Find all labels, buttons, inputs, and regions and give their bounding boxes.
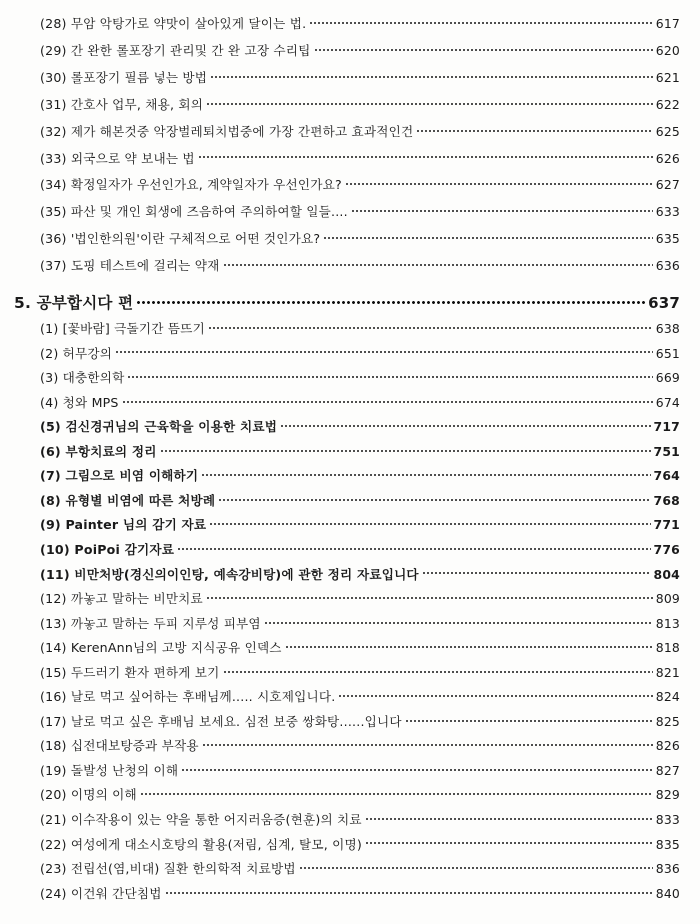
toc-entry	[40, 201, 680, 220]
toc-entry	[40, 465, 680, 484]
toc-entry-page: 638	[655, 321, 680, 336]
dot-leader	[165, 886, 653, 899]
toc-entry-title: (33) 외국으로 약 보내는 법	[40, 150, 195, 166]
dot-leader	[181, 763, 653, 776]
toc-entry-page: 622	[655, 96, 680, 112]
toc-entry	[40, 40, 680, 59]
dot-leader	[127, 370, 652, 383]
toc-entry-title: (4) 청와 MPS	[40, 394, 119, 410]
toc-entry-page: 836	[655, 861, 680, 877]
toc-entry-title: (18) 십전대보탕증과 부작용	[40, 738, 199, 754]
toc-entry-page: 768	[653, 492, 680, 508]
toc-entry	[40, 735, 680, 754]
toc-entry-title: (36) '법인한의원'이란 구체적으로 어떤 것인가요?	[40, 231, 321, 247]
toc-entry-page: 813	[655, 615, 680, 631]
toc-entry-page: 620	[655, 42, 680, 58]
toc-entry-title: (23) 전립선(염,비대) 질환 한의학적 치료방법	[40, 861, 296, 877]
toc-entry	[40, 760, 680, 779]
dot-leader	[345, 178, 653, 191]
toc-entry-page: 669	[655, 370, 680, 386]
toc-entry	[40, 834, 680, 853]
toc-entry-page: 636	[655, 258, 680, 274]
toc-entry	[40, 441, 680, 460]
toc-entry-title: (35) 파산 및 개인 회생에 즈음하여 주의하여할 일들....	[40, 204, 348, 220]
dot-leader	[210, 70, 653, 83]
toc-entry	[40, 539, 680, 558]
dot-leader	[338, 689, 652, 702]
toc-entry	[40, 255, 680, 274]
toc-entry-title: (2) 허무강의	[40, 345, 113, 361]
toc-entry	[40, 514, 680, 533]
toc-entry-title: (34) 확정일자가 우선인가요, 계약일자가 우선인가요?	[40, 177, 342, 193]
toc-entry-title: (28) 무암 악탕가로 약맛이 살아있게 달이는 법.	[40, 16, 307, 31]
toc-entry-page: 633	[655, 204, 680, 220]
toc-entry	[40, 637, 680, 656]
toc-entry-title: 5. 공부합시다 편	[14, 294, 134, 312]
dot-leader	[136, 294, 645, 310]
toc-entry-page: 829	[655, 787, 680, 803]
toc-entry-page: 637	[648, 294, 680, 312]
dot-leader	[177, 542, 650, 555]
toc-entry-title: (8) 유형별 비염에 따른 처방례	[40, 492, 216, 508]
toc-entry	[40, 858, 680, 877]
toc-entry	[40, 588, 680, 607]
toc-entry-page: 627	[655, 177, 680, 193]
dot-leader	[208, 321, 653, 334]
toc-entry	[40, 809, 680, 828]
toc-entry	[40, 564, 680, 583]
toc-entry-page: 833	[655, 812, 680, 827]
toc-entry-title: (20) 이명의 이해	[40, 787, 137, 803]
toc-entry-title: (29) 간 완한 롤포장기 관리및 간 완 고장 수리팁	[40, 42, 311, 58]
dot-leader	[314, 43, 653, 56]
dot-leader	[122, 395, 653, 408]
toc-entry-title: (5) 검신경귀님의 근육학을 이용한 치료법	[40, 419, 278, 435]
toc-entry	[40, 367, 680, 386]
toc-entry-title: (13) 까놓고 말하는 두피 지루성 피부염	[40, 615, 261, 631]
toc-entry	[40, 392, 680, 411]
toc-entry-title: (12) 까놓고 말하는 비만치료	[40, 591, 203, 607]
dot-leader	[422, 567, 651, 580]
toc-entry	[40, 613, 680, 632]
toc-entry	[40, 416, 680, 435]
dot-leader	[140, 788, 653, 801]
dot-leader	[280, 419, 650, 432]
toc-entry-title: (7) 그림으로 비염 이해하기	[40, 468, 199, 484]
toc-entry-title: (15) 두드러기 환자 편하게 보기	[40, 664, 220, 680]
toc-entry-title: (19) 돌발성 난청의 이해	[40, 762, 179, 778]
toc-entry-page: 825	[655, 713, 680, 729]
dot-leader	[209, 518, 650, 531]
dot-leader	[416, 124, 652, 137]
toc-entry	[40, 711, 680, 730]
dot-leader	[323, 231, 652, 244]
toc-entry	[40, 883, 680, 902]
dot-leader	[285, 640, 653, 653]
toc-entry-page: 635	[655, 231, 680, 247]
dot-leader	[309, 16, 652, 29]
toc-entry	[40, 148, 680, 167]
toc-entry	[40, 318, 680, 337]
toc-entry-title: (24) 이건워 간단침법	[40, 885, 162, 901]
toc-entry-title: (17) 날로 먹고 싶은 후배님 보세요. 심전 보중 쌍화탕......입니다	[40, 713, 402, 729]
toc-entry-page: 824	[655, 689, 680, 705]
dot-leader	[201, 469, 650, 482]
toc-entry	[40, 490, 680, 509]
toc-entry-page: 651	[655, 345, 680, 361]
toc-entry-title: (3) 대충한의학	[40, 370, 125, 386]
toc-entry-page: 674	[655, 394, 680, 410]
toc-entry-page: 821	[655, 664, 680, 680]
toc-entry-title: (32) 제가 해본것중 악장벌레퇴치법중에 가장 간편하고 효과적인건	[40, 123, 414, 139]
toc-entry-title: (37) 도핑 테스트에 걸리는 약재	[40, 258, 220, 274]
toc-entry-page: 617	[655, 16, 680, 31]
dot-leader	[115, 346, 653, 359]
toc-entry-page: 826	[655, 738, 680, 754]
dot-leader	[202, 739, 653, 752]
section-heading	[14, 291, 680, 313]
toc-entry-page: 835	[655, 836, 680, 852]
toc-entry	[40, 67, 680, 86]
toc-entry-page: 809	[655, 591, 680, 607]
toc-entry	[40, 784, 680, 803]
toc-entry-title: (16) 날로 먹고 싶어하는 후배님께..... 시호제입니다.	[40, 689, 336, 705]
toc-entry-title: (21) 이수작용이 있는 약을 통한 어지러움증(현훈)의 치료	[40, 812, 362, 827]
toc-entry-title: (1) [꽃바람] 극돌기간 뜸뜨기	[40, 321, 205, 336]
dot-leader	[264, 616, 653, 629]
toc-entry-page: 751	[653, 443, 680, 459]
dot-leader	[218, 493, 650, 506]
toc-entry-page: 818	[655, 640, 680, 656]
toc-entry	[40, 94, 680, 113]
dot-leader	[206, 591, 653, 604]
toc-entry-page: 771	[653, 517, 680, 533]
toc-entry-page: 764	[653, 468, 680, 484]
toc-entry-page: 621	[655, 69, 680, 85]
toc-entry	[40, 121, 680, 140]
toc-entry-title: (6) 부항치료의 정리	[40, 443, 157, 459]
toc-entry	[40, 228, 680, 247]
toc-entry	[40, 686, 680, 705]
toc-entry-page: 626	[655, 150, 680, 166]
toc-entry-page: 840	[655, 885, 680, 901]
toc-entry-title: (14) KerenAnn님의 고방 지식공유 인덱스	[40, 640, 282, 656]
toc-entry-page: 827	[655, 762, 680, 778]
dot-leader	[365, 837, 653, 850]
toc-entry	[40, 174, 680, 193]
dot-leader	[223, 258, 653, 271]
toc-entry-title: (9) Painter 님의 감기 자료	[40, 517, 207, 533]
dot-leader	[405, 714, 653, 727]
toc-entry	[40, 662, 680, 681]
dot-leader	[351, 205, 653, 218]
toc-entry-page: 717	[653, 419, 680, 435]
toc-entry	[40, 13, 680, 32]
toc-entry	[40, 343, 680, 362]
toc-entry-title: (22) 여성에게 대소시호탕의 활용(저림, 심계, 탈모, 이명)	[40, 836, 363, 852]
dot-leader	[223, 665, 653, 678]
toc-entry-title: (31) 간호사 업무, 채용, 회의	[40, 96, 204, 112]
toc-entry-page: 625	[655, 123, 680, 139]
dot-leader	[206, 97, 653, 110]
dot-leader	[160, 444, 651, 457]
toc-entry-page: 804	[653, 566, 680, 582]
dot-leader	[299, 861, 653, 874]
toc-entry-page: 776	[653, 541, 680, 557]
toc-entry-title: (30) 롤포장기 필름 넣는 방법	[40, 69, 208, 85]
toc-entry-title: (11) 비만처방(경신의이인탕, 예속강비탕)에 관한 정리 자료입니다	[40, 566, 419, 582]
dot-leader	[198, 151, 653, 164]
dot-leader	[365, 812, 653, 825]
toc-entry-title: (10) PoiPoi 감기자료	[40, 541, 175, 557]
